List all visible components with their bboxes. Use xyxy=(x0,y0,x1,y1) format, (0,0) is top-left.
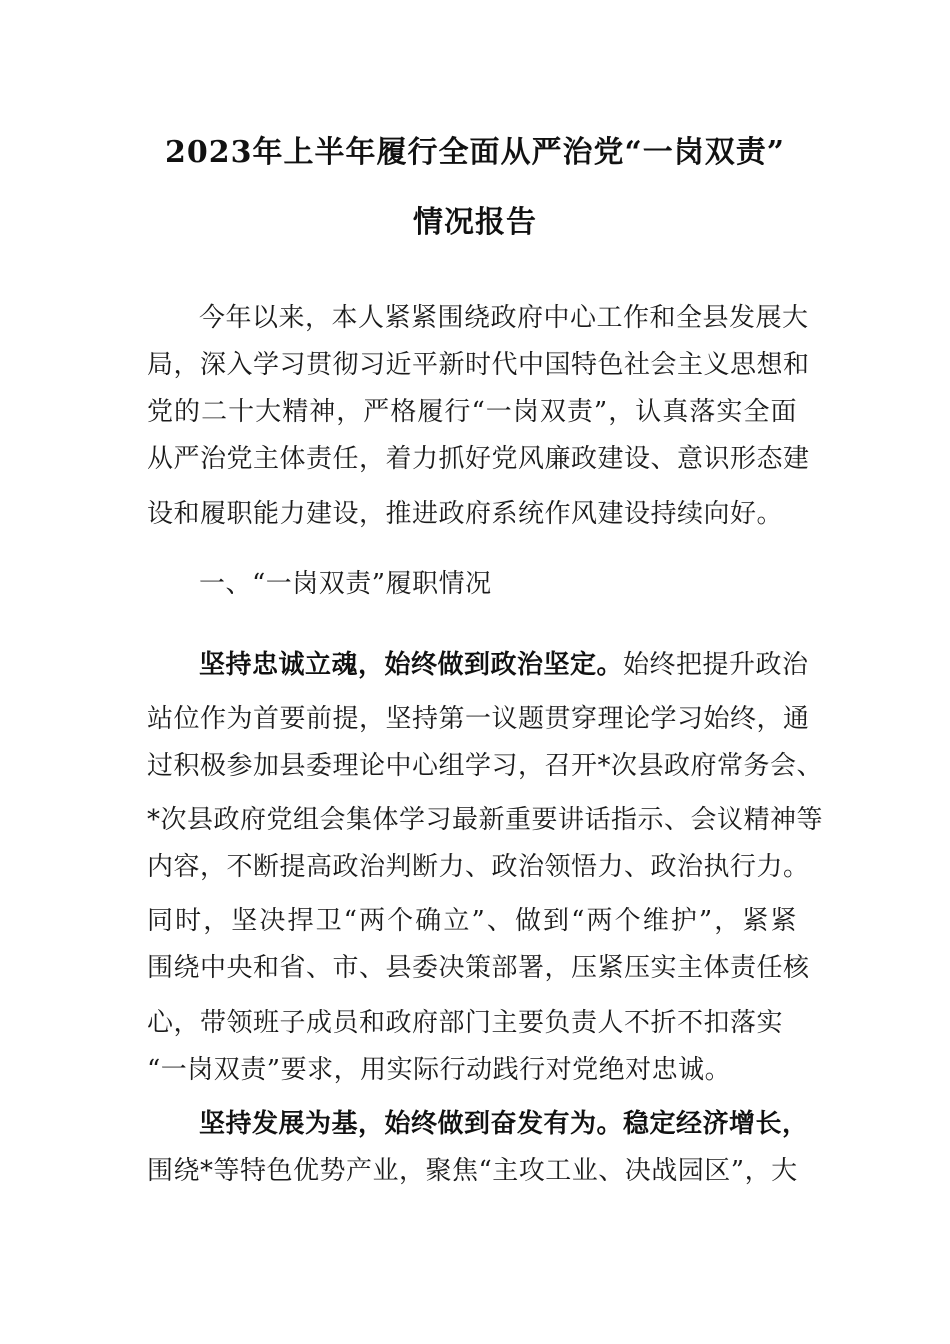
para-1-line: 围绕中央和省、市、县委决策部署，压紧压实主体责任核 xyxy=(147,953,810,983)
intro-line: 党的二十大精神，严格履行“一岗双责”，认真落实全面 xyxy=(147,397,797,427)
section-heading: 一、“一岗双责”履职情况 xyxy=(199,569,492,599)
para-1-line: “一岗双责”要求，用实际行动践行对党绝对忠诚。 xyxy=(147,1055,732,1085)
para-1-line: 过积极参加县委理论中心组学习，召开*次县政府常务会、 xyxy=(147,751,824,781)
document-title-line-1: 2023年上半年履行全面从严治党“一岗双责” xyxy=(164,135,785,170)
para-1-line: *次县政府党组会集体学习最新重要讲话指示、会议精神等 xyxy=(147,805,824,835)
para-1-first-line xyxy=(199,648,809,682)
para-2-line: 围绕*等特色优势产业，聚焦“主攻工业、决战园区”，大 xyxy=(147,1156,798,1186)
para-2-lead: 坚持发展为基，始终做到奋发有为。稳定经济增长， xyxy=(199,1109,809,1139)
document-title-line-2: 情况报告 xyxy=(413,205,537,240)
intro-line: 今年以来，本人紧紧围绕政府中心工作和全县发展大 xyxy=(199,303,809,333)
para-1-line: 内容，不断提高政治判断力、政治领悟力、政治执行力。 xyxy=(147,852,810,882)
para-1-lead: 坚持忠诚立魂，始终做到政治坚定。 xyxy=(199,650,624,680)
intro-line: 局，深入学习贯彻习近平新时代中国特色社会主义思想和 xyxy=(147,350,810,380)
para-1-line: 心，带领班子成员和政府部门主要负责人不折不扣落实 xyxy=(147,1008,784,1038)
para-1-lead-rest: 始终把提升政治 xyxy=(623,650,809,680)
para-1-line: 站位作为首要前提，坚持第一议题贯穿理论学习始终，通 xyxy=(147,704,810,734)
para-1-line: 同时，坚决捍卫“两个确立”、做到“两个维护”，紧紧 xyxy=(147,906,797,936)
intro-line: 从严治党主体责任，着力抓好党风廉政建设、意识形态建 xyxy=(147,444,810,474)
intro-line: 设和履职能力建设，推进政府系统作风建设持续向好。 xyxy=(147,499,784,529)
